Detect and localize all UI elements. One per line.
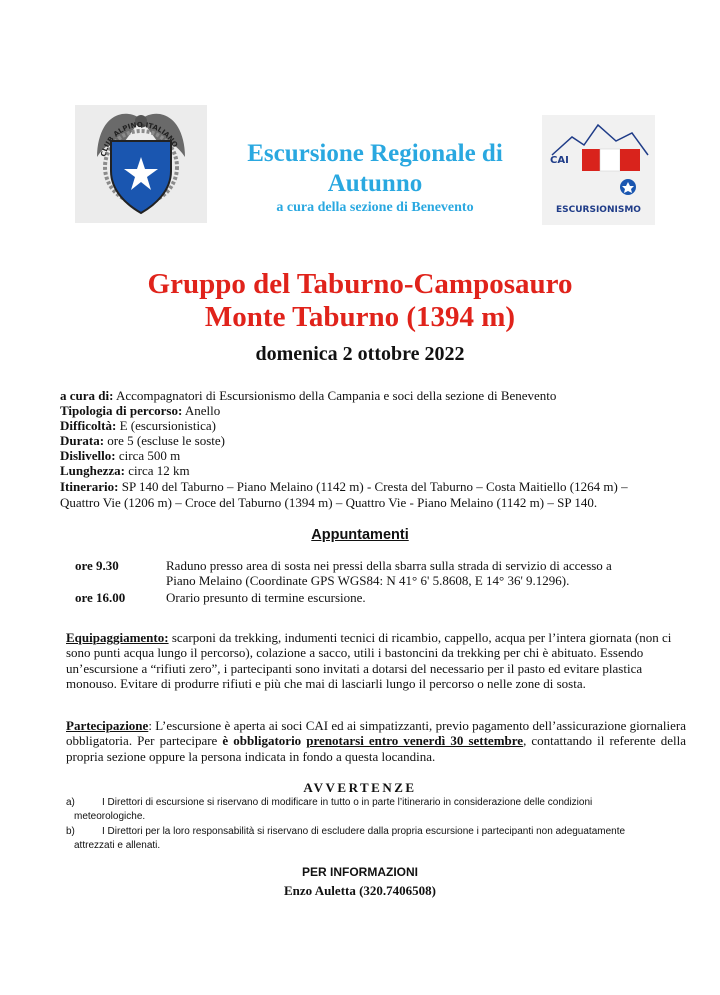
- info-heading: PER INFORMAZIONI: [302, 865, 418, 879]
- header-title-line2: Autunno: [327, 170, 423, 197]
- participation-text-a: : L’escursione è aperta ai soci CAI ed ai simpatizzanti, previo pagamento dell’assicurazione giornaliera obbligatoria. Per partecipare: [66, 718, 686, 749]
- appointment-text: [166, 590, 686, 605]
- logo-escursionismo-text: ESCURSIONISMO: [556, 205, 641, 215]
- participation-label: Partecipazione: [66, 718, 149, 733]
- participation-paragraph: [66, 718, 686, 764]
- detail-itinerario-label: Itinerario:: [60, 479, 119, 494]
- cai-emblem-logo: [75, 105, 207, 223]
- warning-letter: b): [66, 826, 75, 837]
- detail-difficolta-label: Difficoltà:: [60, 418, 117, 433]
- warning-text-cont: meteorologiche.: [74, 811, 146, 822]
- detail-lunghezza: [60, 463, 700, 478]
- participation-bold: è obbligatorio: [222, 733, 302, 749]
- event-date: domenica 2 ottobre 2022: [255, 343, 465, 365]
- detail-a-cura-label: a cura di:: [60, 388, 114, 403]
- appointment-text: [166, 558, 686, 588]
- detail-difficolta-value: E (escursionistica): [116, 418, 216, 433]
- detail-durata-label: Durata:: [60, 433, 105, 448]
- detail-durata: [60, 433, 700, 448]
- detail-tipologia: [60, 403, 700, 418]
- detail-difficolta: [60, 418, 700, 433]
- appointment-text-line2: Piano Melaino (Coordinate GPS WGS84: N 41° 6' 5.8608, E 14° 36' 9.1296).: [166, 573, 570, 588]
- appointment-text-line1: Orario presunto di termine escursione.: [166, 590, 366, 605]
- info-contact: Enzo Auletta (320.7406508): [283, 883, 437, 898]
- participation-text-b: , contattando il referente della propria sezione oppure la persona indicata in fondo a questa locandina.: [66, 733, 686, 764]
- emblem-text: CLUB ALPINO ITALIANO: [99, 120, 179, 158]
- cai-escursionismo-logo: [542, 115, 655, 225]
- warning-text: I Direttori per la loro responsabilità si riservano di escludere dalla propria escursione i partecipanti non adeguatamente: [102, 826, 626, 837]
- header-subtitle: a cura della sezione di Benevento: [276, 200, 474, 215]
- detail-tipologia-label: Tipologia di percorso:: [60, 403, 183, 418]
- event-title-line1: Gruppo del Taburno-Camposauro: [147, 268, 573, 300]
- equipment-paragraph: [66, 630, 686, 691]
- detail-a-cura-value: Accompagnatori di Escursionismo della Campania e soci della sezione di Benevento: [113, 388, 557, 403]
- detail-tipologia-value: Anello: [182, 403, 221, 418]
- detail-dislivello: [60, 448, 700, 463]
- warning-item: [66, 796, 686, 824]
- detail-dislivello-label: Dislivello:: [60, 448, 116, 463]
- detail-itinerario-value-line1: SP 140 del Taburno – Piano Melaino (1142 m) - Cresta del Taburno – Costa Maitiello (1264 m) –: [118, 479, 628, 494]
- warning-item: [66, 825, 686, 853]
- warning-text-cont: attrezzati e allenati.: [74, 840, 161, 851]
- event-title: [60, 268, 660, 334]
- appointments-heading: Appuntamenti: [311, 527, 409, 543]
- detail-itinerario-cont: Quattro Vie (1206 m) – Croce del Taburno (1394 m) – Quattro Vie - Piano Melaino (1142 m) – SP 140.: [60, 495, 598, 510]
- warnings-heading: AVVERTENZE: [303, 780, 417, 795]
- equipment-label: Equipaggiamento:: [66, 630, 169, 645]
- warning-letter: a): [66, 797, 75, 808]
- header-title-line1: Escursione Regionale di: [247, 140, 503, 167]
- detail-durata-value: ore 5 (escluse le soste): [104, 433, 225, 448]
- participation-deadline: prenotarsi entro venerdì 30 settembre: [306, 733, 524, 749]
- logo-cai-text: CAI: [550, 155, 569, 166]
- appointment-time: ore 9.30: [75, 558, 119, 573]
- detail-a-cura: [60, 388, 700, 403]
- appointment-text-line1: Raduno presso area di sosta nei pressi della sbarra sulla strada di servizio di accesso a: [166, 558, 612, 573]
- equipment-text: scarponi da trekking, indumenti tecnici di ricambio, cappello, acqua per l’intera giornata (non ci sono punti acqua lungo il percorso), colazione a sacco, utili i bastoncini da trekking per chi è abituato. Essendo un’escursione a “rifiuti zero”, i partecipanti sono invitati a dotarsi del necessario per il pasto ed evitare plastica monouso. Evitare di produrre rifiuti e più che mai di lasciarli lungo il percorso o nelle zone di sosta.: [66, 630, 672, 691]
- header-title: [210, 139, 540, 199]
- detail-itinerario: [60, 479, 700, 494]
- appointment-time: ore 16.00: [75, 590, 126, 605]
- detail-dislivello-value: circa 500 m: [115, 448, 181, 463]
- detail-lunghezza-label: Lunghezza:: [60, 463, 125, 478]
- detail-lunghezza-value: circa 12 km: [125, 463, 190, 478]
- warning-text: I Direttori di escursione si riservano di modificare in tutto o in parte l’itinerario in considerazione delle condizioni: [102, 797, 593, 808]
- event-title-line2: Monte Taburno (1394 m): [204, 301, 516, 333]
